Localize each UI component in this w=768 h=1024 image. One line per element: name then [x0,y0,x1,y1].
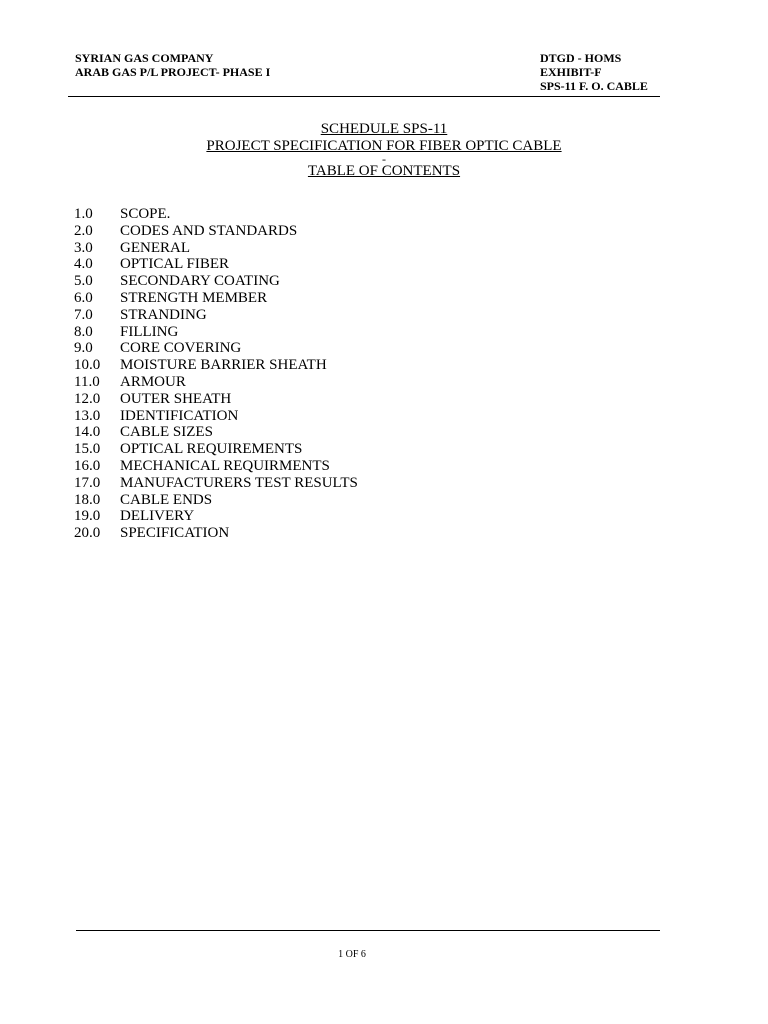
toc-item [74,256,358,273]
toc-item-label: FILLING [120,323,179,340]
document-code: SPS-11 F. O. CABLE [540,79,648,93]
toc-item-number: 7.0 [74,306,93,323]
toc-item [74,273,358,290]
toc-item [74,391,358,408]
title-dash: - [382,152,386,166]
toc-item-number: 19.0 [74,508,101,525]
page-number: 1 OF 6 [338,949,366,960]
toc-item-label: CABLE ENDS [120,491,213,508]
toc-heading: TABLE OF CONTENTS [307,163,461,179]
header-right-block [540,51,648,93]
toc-item-number: 17.0 [74,474,101,491]
exhibit-label: EXHIBIT-F [540,65,602,79]
toc-item-label: STRENGTH MEMBER [120,289,268,306]
toc-item-label: OPTICAL FIBER [120,256,230,273]
toc-item-number: 12.0 [74,390,101,407]
schedule-title: SCHEDULE SPS-11 [320,121,448,137]
toc-item-label: SCOPE. [120,206,171,222]
toc-item [74,206,358,223]
project-name: ARAB GAS P/L PROJECT- PHASE I [75,65,271,79]
table-of-contents [74,206,358,542]
toc-item [74,475,358,492]
toc-item-label: DELIVERY [120,508,195,525]
toc-item [74,340,358,357]
footer-divider [76,930,660,931]
toc-item [74,525,358,542]
toc-item [74,441,358,458]
toc-item-number: 11.0 [74,373,100,390]
specification-title: PROJECT SPECIFICATION FOR FIBER OPTIC CABLE [206,138,562,154]
department-code: DTGD - HOMS [540,51,622,65]
toc-item-label: ARMOUR [120,373,186,390]
toc-item-number: 10.0 [74,357,101,374]
toc-item-label: CODES AND STANDARDS [120,222,298,239]
toc-item [74,458,358,475]
toc-item-number: 8.0 [74,323,93,340]
toc-item-label: CABLE SIZES [120,424,213,441]
toc-item [74,424,358,441]
company-name: SYRIAN GAS COMPANY [75,51,214,65]
toc-item-number: 13.0 [74,407,101,424]
toc-item-number: 6.0 [74,289,93,306]
toc-item-label: IDENTIFICATION [120,407,239,424]
title-block [68,121,700,180]
toc-item-label: MECHANICAL REQUIRMENTS [120,457,330,474]
toc-item [74,508,358,525]
toc-item-number: 20.0 [74,525,101,542]
toc-item-label: MANUFACTURERS TEST RESULTS [120,474,358,491]
toc-item-label: GENERAL [120,239,190,256]
toc-item [74,240,358,257]
toc-item-label: STRANDING [120,306,207,323]
toc-item-number: 1.0 [74,206,93,222]
header-divider [68,96,660,97]
toc-item [74,408,358,425]
toc-item-label: MOISTURE BARRIER SHEATH [120,357,327,374]
toc-item-number: 16.0 [74,457,101,474]
toc-item [74,307,358,324]
toc-item [74,324,358,341]
toc-item-number: 5.0 [74,273,93,290]
toc-item-label: SECONDARY COATING [120,273,280,290]
toc-item-number: 2.0 [74,222,93,239]
header-left-block [75,51,270,79]
toc-item [74,374,358,391]
toc-item [74,357,358,374]
toc-item-label: OUTER SHEATH [120,390,232,407]
toc-item-label: CORE COVERING [120,340,242,357]
toc-item-number: 15.0 [74,441,101,458]
toc-item-number: 18.0 [74,491,101,508]
toc-item-label: SPECIFICATION [120,525,230,542]
toc-item-label: OPTICAL REQUIREMENTS [120,441,303,458]
toc-item [74,290,358,307]
toc-item-number: 9.0 [74,340,93,357]
toc-item [74,492,358,509]
toc-item-number: 14.0 [74,424,101,441]
toc-item [74,223,358,240]
toc-item-number: 3.0 [74,239,93,256]
toc-item-number: 4.0 [74,256,93,273]
